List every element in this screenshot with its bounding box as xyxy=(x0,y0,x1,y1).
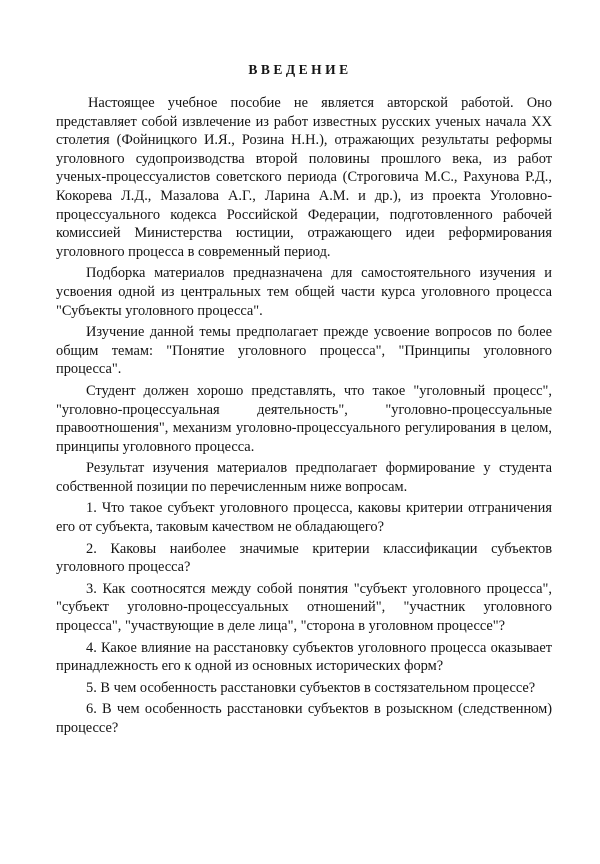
question-3: 3. Как соотносятся между собой понятия "субъект уголовного процесса", "субъект уголовно-процессуальных отношений", "участник уголовного процесса", "участвующие в деле лица", "сторона в уголовном процессе"? xyxy=(56,580,552,635)
paragraph-prerequisites: Изучение данной темы предполагает прежде усвоение вопросов по более общим темам: "Понятие уголовного процесса", "Принципы уголовного процесса". xyxy=(56,324,552,378)
question-2: 2. Каковы наиболее значимые критерии классификации субъектов уголовного процесса? xyxy=(56,540,552,576)
paragraph-student-knowledge: Студент должен хорошо представлять, что такое "уголовный процесс", "уголовно-процессуальная деятельность", "уголовно-процессуальные правоотношения", механизм уголовно-процессуального регулирования в целом, принципы уголовного процесса. xyxy=(56,382,552,455)
paragraph-materials: Подборка материалов предназначена для самостоятельного изучения и усвоения одной из центральных тем общей части курса уголовного процесса "Субъекты уголовного процесса". xyxy=(56,265,552,319)
paragraph-result: Результат изучения материалов предполагает формирование у студента собственной позиции по перечисленным ниже вопросам. xyxy=(56,460,552,495)
page-title: ВВЕДЕНИЕ xyxy=(248,62,352,77)
document-body xyxy=(56,94,552,740)
question-1: 1. Что такое субъект уголовного процесса, каковы критерии отграничения его от субъекта, таковым качеством не обладающего? xyxy=(56,500,552,536)
question-6: 6. В чем особенность расстановки субъектов в розыскном (следственном) процессе? xyxy=(56,701,552,736)
question-4: 4. Какое влияние на расстановку субъектов уголовного процесса оказывает принадлежность его к одной из основных исторических форм? xyxy=(56,639,552,675)
paragraph-intro: Настоящее учебное пособие не является авторской работой. Оно представляет собой извлечение из работ известных русских ученых начала XX столетия (Фойницкого И.Я., Розина Н.Н.), отражающих результаты реформы уголовного судопроизводства второй половины прошлого века, из работ ученых-процессуалистов советского периода (Строговича М.С., Рахунова Р.Д., Кокорева Л.Д., Мазалова А.Г., Ларина А.М. и др.), из проекта Уголовно-процессуального кодекса Российской Федерации, подготовленного рабочей комиссией Министерства юстиции, отражающего идеи реформирования уголовного процесса в современный период. xyxy=(56,95,552,260)
question-5: 5. В чем особенность расстановки субъектов в состязательном процессе? xyxy=(86,679,536,696)
